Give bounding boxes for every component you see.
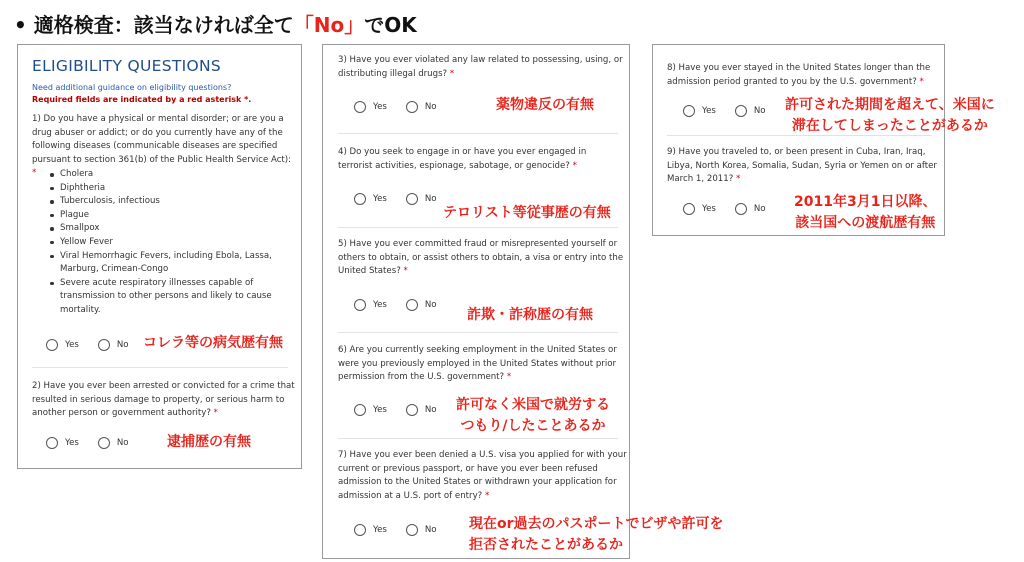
question-1-no-option[interactable] [98, 339, 129, 351]
radio-circle[interactable] [354, 404, 366, 416]
option-label: Yes [65, 438, 79, 448]
annotation-line: 現在or過去のパスポートでビザや許可を [469, 516, 724, 532]
question-7 [338, 449, 628, 503]
radio-circle[interactable] [406, 404, 418, 416]
question-6-options [354, 404, 456, 416]
question-5-yes-option[interactable] [354, 299, 387, 311]
slide-title [14, 9, 417, 38]
question-1-options [46, 339, 148, 351]
question-8-no-option[interactable] [735, 105, 766, 117]
radio-circle[interactable] [735, 105, 747, 117]
question-9-yes-option[interactable] [683, 203, 716, 215]
radio-circle[interactable] [354, 524, 366, 536]
option-label: Yes [702, 204, 716, 214]
annotation-q8 [785, 95, 995, 137]
annotation-line: 滞在してしまったことがあるか [791, 118, 988, 134]
slide-title-prefix: • 適格検査：該当なければ全て [14, 13, 294, 37]
option-label: Yes [702, 106, 716, 116]
annotation-q4: テロリスト等従事歴の有無 [443, 205, 611, 221]
annotation-line: 2011年3月1日以降、 [794, 194, 937, 210]
annotation-q2: 逮捕歴の有無 [167, 434, 251, 450]
option-label: No [116, 438, 129, 448]
slide-title-highlight: 「No」 [293, 13, 365, 37]
required-asterisk: * [484, 490, 490, 501]
annotation-line: 拒否されたことがあるか [469, 537, 623, 553]
annotation-q9 [794, 192, 936, 234]
required-asterisk: * [506, 372, 512, 382]
radio-circle[interactable] [406, 299, 418, 311]
annotation-q3: 薬物違反の有無 [496, 97, 594, 113]
annotation-q6 [456, 395, 610, 437]
question-1-yes-option[interactable] [46, 339, 79, 351]
question-3-text: 3) Have you ever violated any law related to possessing, using, or distributing illegal drugs? [338, 55, 623, 79]
radio-circle[interactable] [683, 105, 695, 117]
question-7-no-option[interactable] [406, 524, 437, 536]
question-4 [338, 146, 623, 173]
divider [338, 227, 618, 228]
radio-circle[interactable] [354, 299, 366, 311]
divider [338, 438, 618, 439]
question-3-no-option[interactable] [406, 101, 437, 113]
question-3-yes-option[interactable] [354, 101, 387, 113]
annotation-line: 許可された期間を超えて、米国に [785, 97, 995, 113]
radio-circle[interactable] [406, 524, 418, 536]
question-2 [32, 380, 297, 421]
eligibility-panel-2 [322, 44, 630, 559]
annotation-line: つもり/したことあるか [460, 418, 606, 434]
question-6 [338, 344, 628, 385]
option-label: Yes [373, 102, 387, 112]
divider [338, 332, 618, 333]
option-label: No [424, 525, 437, 535]
question-5 [338, 238, 628, 279]
disease-item: Diphtheria [48, 182, 293, 196]
question-3 [338, 54, 623, 81]
question-8-options [683, 105, 785, 117]
eligibility-panel-1 [17, 44, 302, 469]
option-label: No [753, 106, 766, 116]
option-label: No [116, 340, 129, 350]
option-label: Yes [373, 525, 387, 535]
disease-item: Cholera [48, 168, 293, 182]
disease-item: Yellow Fever [48, 236, 293, 250]
option-label: Yes [373, 300, 387, 310]
question-5-text: 5) Have you ever committed fraud or misrepresented yourself or others to obtain, or assist others to obtain, a visa or entry into the United States? [338, 239, 624, 276]
question-4-options [354, 193, 456, 205]
question-3-options [354, 101, 456, 113]
divider [338, 133, 618, 134]
option-label: Yes [373, 194, 387, 204]
radio-circle[interactable] [98, 339, 110, 351]
required-asterisk: * [449, 68, 455, 79]
option-label: Yes [65, 340, 79, 350]
question-9-no-option[interactable] [735, 203, 766, 215]
question-1-text: 1) Do you have a physical or mental disorder; or are you a drug abuser or addict; or do you currently have any of the following diseases (communicable diseases are specified pursuant to section 361(b) of the Public Health Service Act): [32, 114, 292, 165]
required-asterisk: * [213, 408, 218, 418]
question-6-yes-option[interactable] [354, 404, 387, 416]
question-9-text: 9) Have you traveled to, or been present in Cuba, Iran, Iraq, Libya, North Korea, Somalia, Sudan, Syria or Yemen on or after March 1, 2011? [667, 147, 937, 184]
required-asterisk: * [32, 168, 37, 178]
disease-item: Viral Hemorrhagic Fevers, including Ebola, Lassa, Marburg, Crimean-Congo [48, 250, 293, 277]
radio-circle[interactable] [354, 193, 366, 205]
option-label: No [424, 102, 437, 112]
question-2-text: 2) Have you ever been arrested or convicted for a crime that resulted in serious damage to property, or serious harm to another person or government authority? [32, 381, 295, 418]
question-8-yes-option[interactable] [683, 105, 716, 117]
radio-circle[interactable] [406, 193, 418, 205]
question-8-text: 8) Have you ever stayed in the United States longer than the admission period granted to you by the U.S. government? [667, 63, 931, 87]
annotation-q5: 詐欺・詐称歴の有無 [467, 307, 593, 323]
required-asterisk: * [572, 160, 577, 171]
question-4-yes-option[interactable] [354, 193, 387, 205]
required-fields-note: Required fields are indicated by a red asterisk *. [32, 95, 252, 104]
annotation-q7 [469, 514, 724, 556]
disease-list [48, 168, 293, 318]
question-4-no-option[interactable] [406, 193, 437, 205]
option-label: No [424, 405, 437, 415]
required-asterisk: * [736, 174, 741, 184]
disease-item: Smallpox [48, 222, 293, 236]
question-4-text: 4) Do you seek to engage in or have you ever engaged in terrorist activities, espionage, sabotage, or genocide? [338, 147, 587, 171]
question-7-options [354, 524, 456, 536]
question-5-no-option[interactable] [406, 299, 437, 311]
question-2-no-option[interactable] [98, 437, 129, 449]
disease-item: Plague [48, 209, 293, 223]
disease-item: Severe acute respiratory illnesses capable of transmission to other persons and likely to cause mortality. [48, 277, 293, 318]
radio-circle[interactable] [98, 437, 110, 449]
option-label: No [753, 204, 766, 214]
radio-circle[interactable] [354, 101, 366, 113]
radio-circle[interactable] [406, 101, 418, 113]
required-asterisk: * [919, 76, 924, 87]
radio-circle[interactable] [735, 203, 747, 215]
slide-title-suffix: でOK [364, 13, 417, 37]
option-label: Yes [373, 405, 387, 415]
divider [32, 367, 288, 368]
radio-circle[interactable] [683, 203, 695, 215]
annotation-line: 許可なく米国で就労する [456, 397, 610, 413]
guidance-link[interactable]: Need additional guidance on eligibility questions? [32, 83, 232, 92]
question-7-text: 7) Have you ever been denied a U.S. visa you applied for with your current or previous passport, or have you ever been refused admission to the United States or withdrawn your application for admission at a U.S. port of entry? [338, 450, 627, 501]
question-8 [667, 62, 939, 89]
question-2-yes-option[interactable] [46, 437, 79, 449]
annotation-line: 該当国への渡航歴有無 [795, 215, 936, 231]
question-6-text: 6) Are you currently seeking employment in the United States or were you previously employed in the United States without prior permission from the U.S. government? [338, 345, 617, 382]
question-7-yes-option[interactable] [354, 524, 387, 536]
required-asterisk: * [403, 266, 408, 276]
option-label: No [424, 194, 437, 204]
question-9 [667, 146, 939, 187]
radio-circle[interactable] [46, 437, 58, 449]
radio-circle[interactable] [46, 339, 58, 351]
question-6-no-option[interactable] [406, 404, 437, 416]
option-label: No [424, 300, 437, 310]
disease-item: Tuberculosis, infectious [48, 195, 293, 209]
annotation-q1: コレラ等の病気歴有無 [143, 335, 283, 351]
question-9-options [683, 203, 785, 215]
question-5-options [354, 299, 456, 311]
eligibility-heading: ELIGIBILITY QUESTIONS [32, 57, 222, 75]
question-2-options [46, 437, 148, 449]
